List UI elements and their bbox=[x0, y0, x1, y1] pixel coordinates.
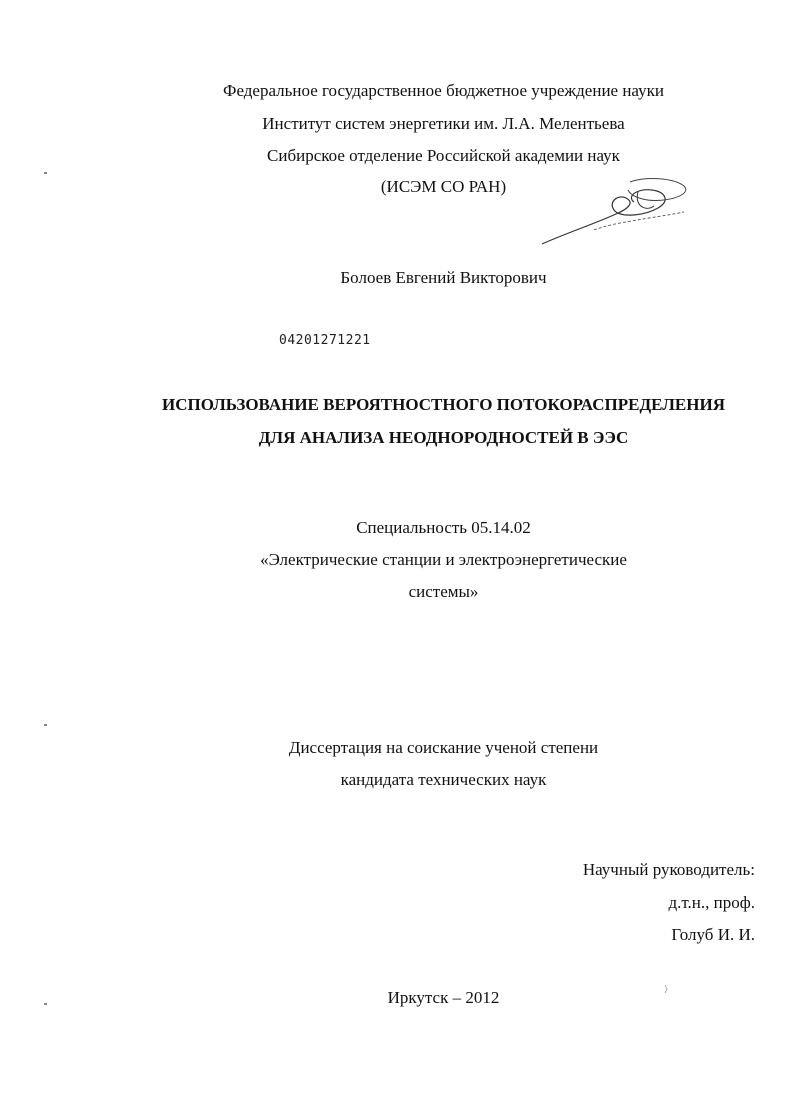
dissertation-line-1: Диссертация на соискание ученой степени bbox=[288, 738, 599, 757]
author-name: Болоев Евгений Викторович bbox=[340, 268, 547, 287]
scan-mark bbox=[44, 724, 47, 726]
specialty-name-line-2: системы» bbox=[408, 582, 479, 601]
supervisor-label: Научный руководитель: bbox=[582, 860, 755, 879]
specialty-code: Специальность 05.14.02 bbox=[356, 518, 531, 537]
organization-line-2: Институт систем энергетики им. Л.А. Мелентьева bbox=[262, 114, 625, 133]
scan-mark bbox=[44, 172, 47, 174]
registration-number: 04201271221 bbox=[279, 333, 371, 348]
handwritten-signature bbox=[534, 172, 694, 252]
organization-line-1: Федеральное государственное бюджетное учреждение науки bbox=[223, 81, 664, 100]
scan-speck bbox=[664, 985, 668, 993]
thesis-title-line-1: ИСПОЛЬЗОВАНИЕ ВЕРОЯТНОСТНОГО ПОТОКОРАСПРЕДЕЛЕНИЯ bbox=[162, 395, 725, 414]
organization-line-3: Сибирское отделение Российской академии наук bbox=[267, 146, 620, 165]
specialty-name-line-1: «Электрические станции и электроэнергетические bbox=[260, 550, 627, 569]
supervisor-name: Голуб И. И. bbox=[671, 925, 755, 944]
organization-abbreviation: (ИСЭМ СО РАН) bbox=[380, 177, 507, 196]
dissertation-line-2: кандидата технических наук bbox=[340, 770, 547, 789]
city-year: Иркутск – 2012 bbox=[387, 988, 500, 1007]
supervisor-degree: д.т.н., проф. bbox=[668, 893, 755, 912]
scan-mark bbox=[44, 1003, 47, 1005]
thesis-title-line-2: ДЛЯ АНАЛИЗА НЕОДНОРОДНОСТЕЙ В ЭЭС bbox=[258, 428, 629, 447]
